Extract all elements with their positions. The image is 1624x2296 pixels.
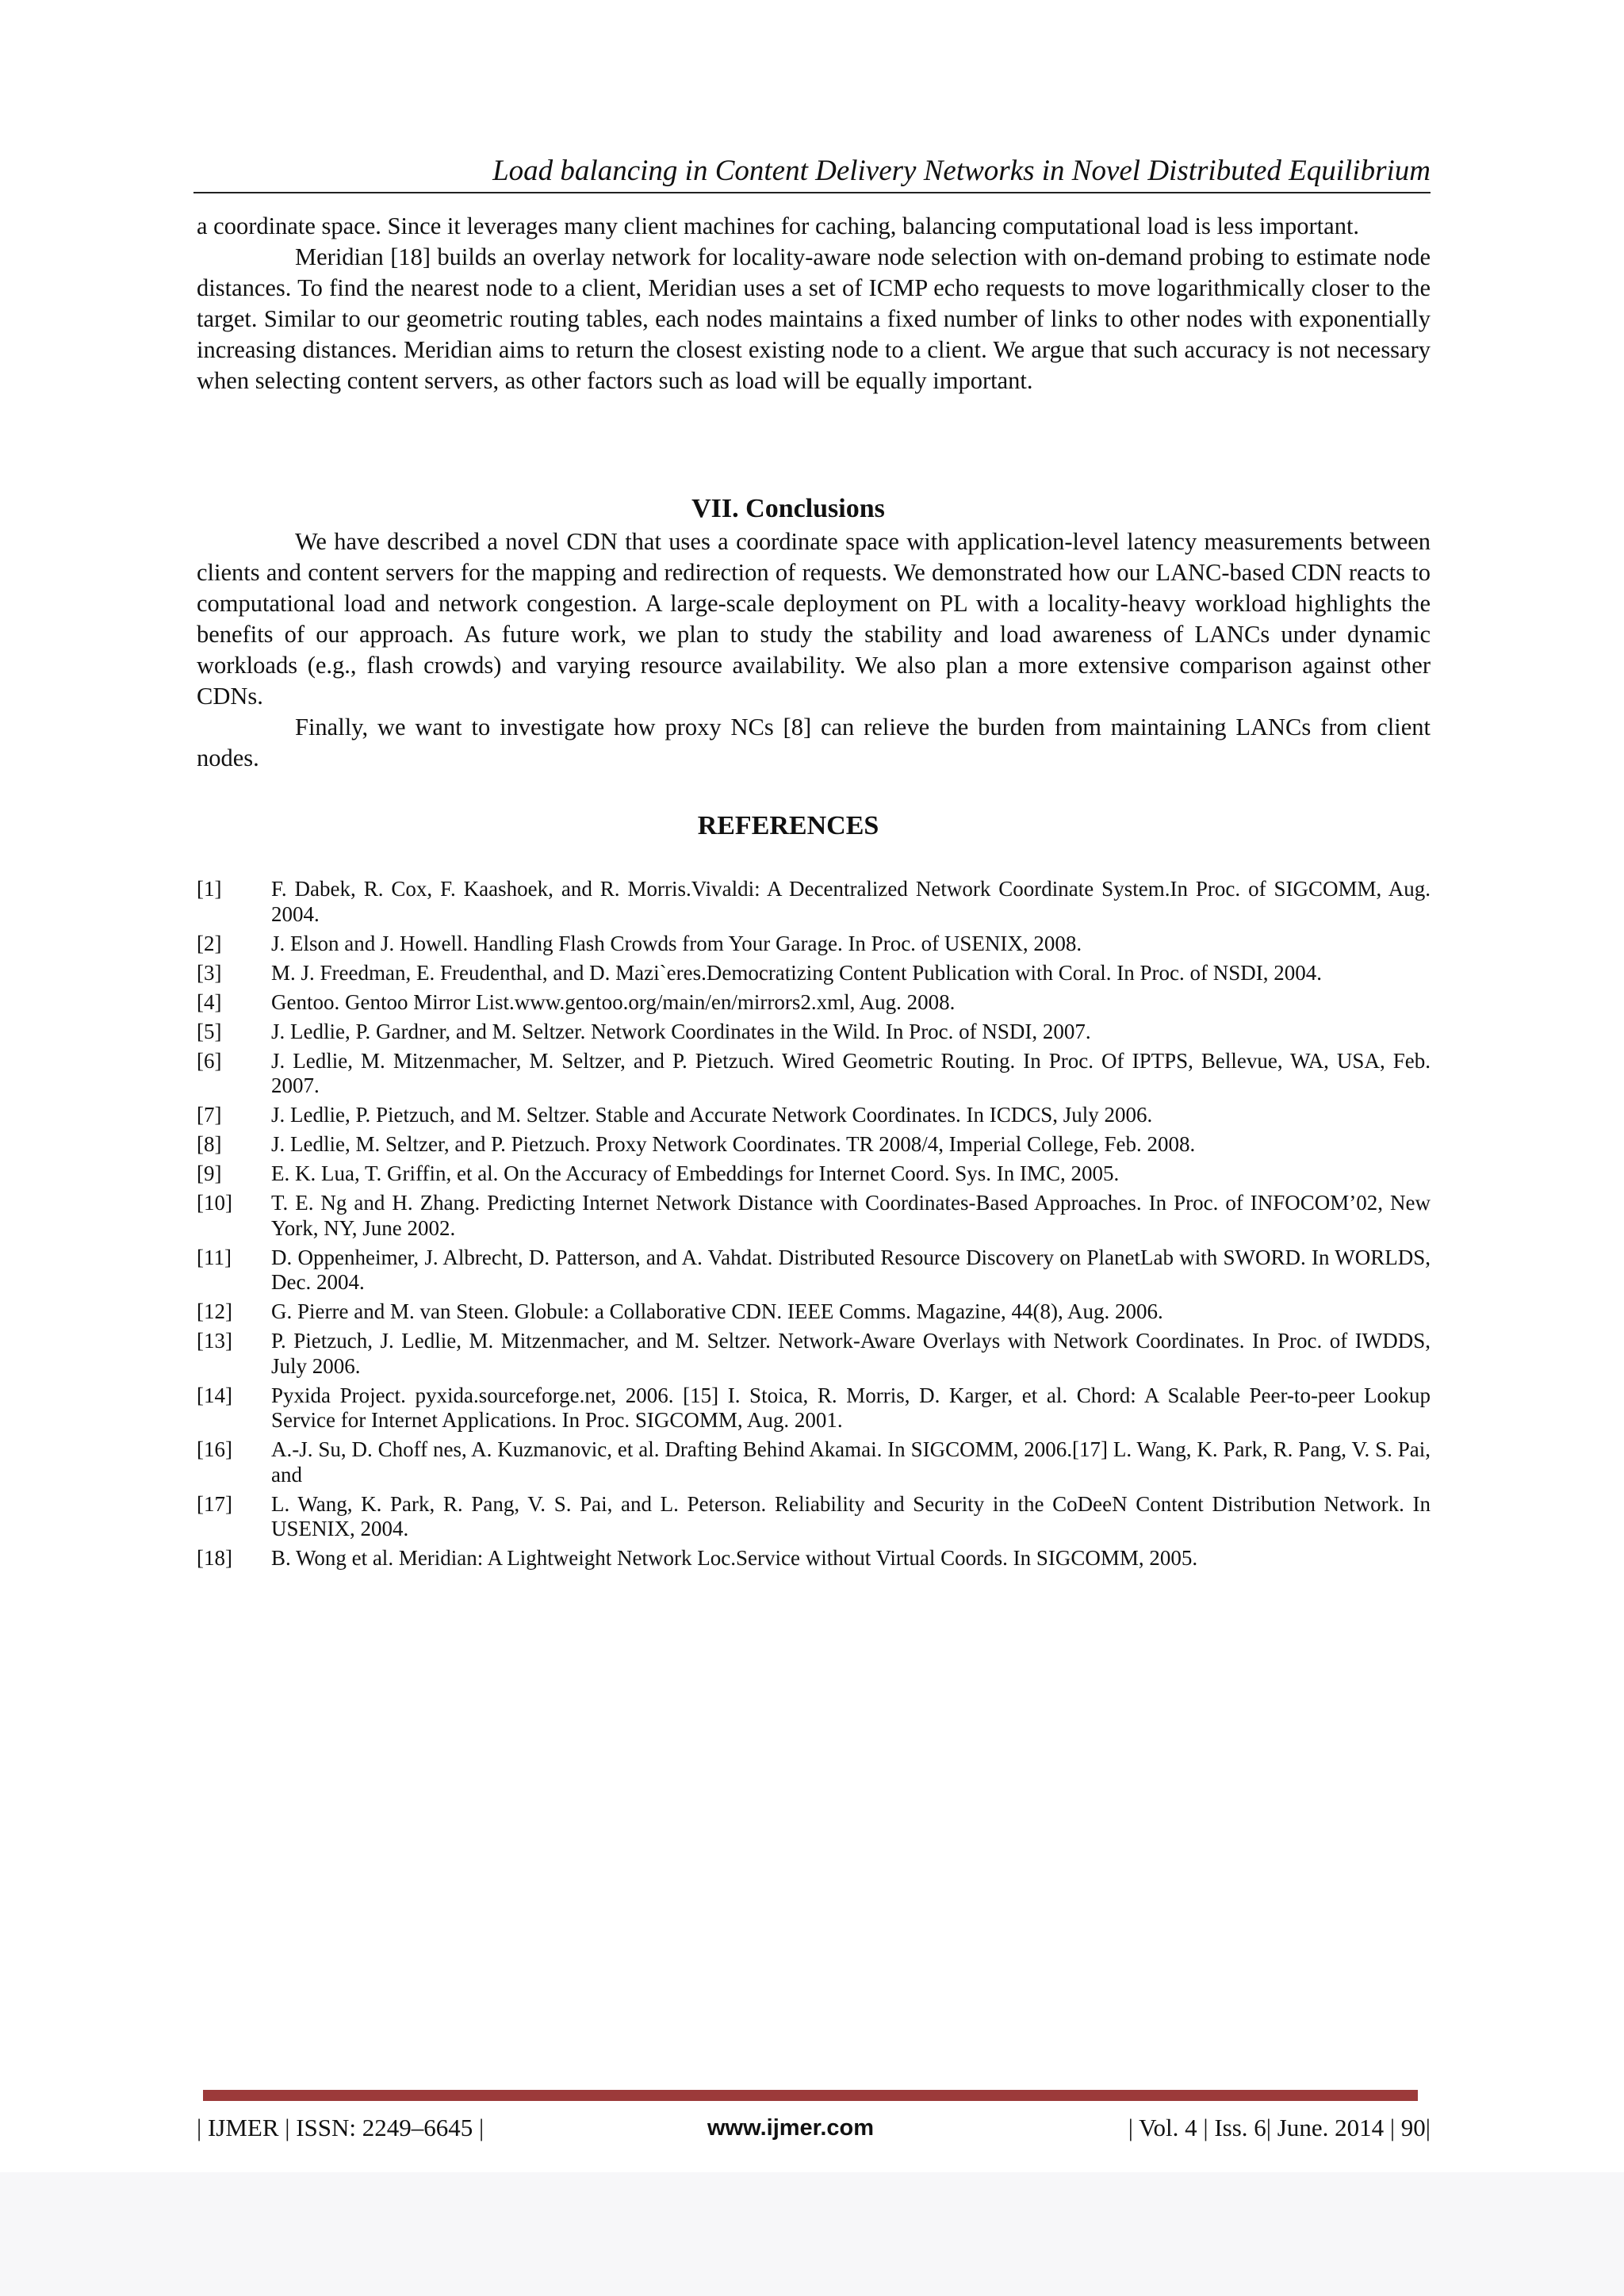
reference-item	[197, 1132, 1431, 1158]
footer-bar	[203, 2090, 1418, 2101]
conclusions-paragraph-2: Finally, we want to investigate how proxy NCs [8] can relieve the burden from maintaining LANCs from client nodes.	[197, 714, 1431, 771]
reference-text: B. Wong et al. Meridian: A Lightweight Network Loc.Service without Virtual Coords. In SIGCOMM, 2005.	[271, 1546, 1198, 1570]
reference-item	[197, 1103, 1431, 1128]
conclusions-section	[197, 526, 1431, 774]
conclusions-paragraph-1: We have described a novel CDN that uses a coordinate space with application-level latency measurements between clients and content servers for the mapping and redirection of requests. We demonstrated how our LANC-based CDN reacts to computational load and network congestion. A large-scale deployment on PL with a locality-heavy workload highlights the benefits of our approach. As future work, we plan to study the stability and load awareness of LANCs under dynamic workloads (e.g., flash crowds) and varying resource availability. We also plan a more extensive comparison against other CDNs.	[197, 528, 1431, 710]
reference-item	[197, 1383, 1431, 1433]
reference-number: [1]	[197, 877, 222, 901]
reference-number: [12]	[197, 1299, 232, 1323]
reference-number: [11]	[197, 1245, 232, 1269]
reference-number: [8]	[197, 1132, 222, 1156]
reference-text: J. Ledlie, P. Pietzuch, and M. Seltzer. Stable and Accurate Network Coordinates. In ICDCS, July 2006.	[271, 1103, 1153, 1127]
reference-number: [2]	[197, 931, 222, 955]
reference-number: [7]	[197, 1103, 222, 1127]
intro-section	[197, 211, 1431, 396]
footer-website-link[interactable]: www.ijmer.com	[707, 2115, 875, 2141]
reference-number: [10]	[197, 1191, 232, 1215]
header-rule	[193, 192, 1431, 193]
reference-text: J. Elson and J. Howell. Handling Flash Crowds from Your Garage. In Proc. of USENIX, 2008.	[271, 931, 1082, 955]
reference-item	[197, 961, 1431, 986]
reference-text: A.-J. Su, D. Choff nes, A. Kuzmanovic, et al. Drafting Behind Akamai. In SIGCOMM, 2006.[17] L. Wang, K. Park, R. Pang, V. S. Pai, and	[271, 1437, 1431, 1487]
reference-text: T. E. Ng and H. Zhang. Predicting Internet Network Distance with Coordinates-Based Approaches. In Proc. of INFOCOM’02, New York, NY, June 2002.	[271, 1191, 1431, 1240]
reference-text: J. Ledlie, M. Seltzer, and P. Pietzuch. Proxy Network Coordinates. TR 2008/4, Imperial College, Feb. 2008.	[271, 1132, 1196, 1156]
reference-item	[197, 1246, 1431, 1295]
intro-paragraph-continuation: a coordinate space. Since it leverages many client machines for caching, balancing computational load is less important.	[197, 212, 1360, 239]
reference-number: [4]	[197, 989, 222, 1014]
reference-number: [9]	[197, 1161, 222, 1185]
reference-item	[197, 1437, 1431, 1487]
reference-number: [6]	[197, 1048, 222, 1073]
reference-number: [13]	[197, 1329, 232, 1353]
bottom-margin	[0, 2172, 1624, 2296]
reference-text: F. Dabek, R. Cox, F. Kaashoek, and R. Morris.Vivaldi: A Decentralized Network Coordinate System.In Proc. of SIGCOMM, Aug. 2004.	[271, 877, 1431, 926]
reference-item	[197, 1191, 1431, 1241]
intro-paragraph-meridian: Meridian [18] builds an overlay network for locality-aware node selection with on-demand probing to estimate node distances. To find the nearest node to a client, Meridian uses a set of ICMP echo requests to move logarithmically closer to the target. Similar to our geometric routing tables, each nodes maintains a fixed number of links to other nodes with exponentially increasing distances. Meridian aims to return the closest existing node to a client. We argue that such accuracy is not necessary when selecting content servers, as other factors such as load will be equally important.	[197, 243, 1431, 394]
reference-item	[197, 1546, 1431, 1571]
reference-number: [18]	[197, 1546, 232, 1570]
reference-text: L. Wang, K. Park, R. Pang, V. S. Pai, and L. Peterson. Reliability and Security in the CoDeeN Content Distribution Network. In USENIX, 2004.	[271, 1491, 1431, 1540]
reference-text: P. Pietzuch, J. Ledlie, M. Mitzenmacher, and M. Seltzer. Network-Aware Overlays with Network Coordinates. In Proc. of IWDDS, July 2006.	[271, 1329, 1431, 1378]
reference-number: [3]	[197, 960, 222, 985]
reference-item	[197, 877, 1431, 927]
reference-text: E. K. Lua, T. Griffin, et al. On the Accuracy of Embeddings for Internet Coord. Sys. In IMC, 2005.	[271, 1161, 1120, 1185]
reference-item	[197, 990, 1431, 1016]
reference-number: [14]	[197, 1383, 232, 1407]
reference-item	[197, 1161, 1431, 1187]
reference-list	[197, 877, 1431, 1575]
reference-item	[197, 932, 1431, 957]
reference-text: G. Pierre and M. van Steen. Globule: a Collaborative CDN. IEEE Comms. Magazine, 44(8), Aug. 2006.	[271, 1299, 1163, 1323]
reference-text: Gentoo. Gentoo Mirror List.www.gentoo.org/main/en/mirrors2.xml, Aug. 2008.	[271, 989, 956, 1014]
reference-number: [16]	[197, 1437, 232, 1461]
reference-text: D. Oppenheimer, J. Albrecht, D. Patterson, and A. Vahdat. Distributed Resource Discovery on PlanetLab with SWORD. In WORLDS, Dec. 2004.	[271, 1245, 1431, 1294]
reference-item	[197, 1299, 1431, 1325]
running-head: Load balancing in Content Delivery Networks in Novel Distributed Equilibrium	[492, 155, 1431, 187]
reference-text: Pyxida Project. pyxida.sourceforge.net, 2006. [15] I. Stoica, R. Morris, D. Karger, et al. Chord: A Scalable Peer-to-peer Lookup Service for Internet Applications. In Proc. SIGCOMM, Aug. 2001.	[271, 1383, 1431, 1432]
reference-text: J. Ledlie, M. Mitzenmacher, M. Seltzer, and P. Pietzuch. Wired Geometric Routing. In Proc. Of IPTPS, Bellevue, WA, USA, Feb. 2007.	[271, 1048, 1431, 1097]
reference-number: [5]	[197, 1019, 222, 1043]
footer-journal-issn: | IJMER | ISSN: 2249–6645 |	[197, 2114, 485, 2141]
reference-number: [17]	[197, 1491, 232, 1516]
reference-text: M. J. Freedman, E. Freudenthal, and D. Mazi`eres.Democratizing Content Publication with Coral. In Proc. of NSDI, 2004.	[271, 960, 1322, 985]
footer-volume-page: | Vol. 4 | Iss. 6| June. 2014 | 90|	[1128, 2114, 1431, 2141]
reference-item	[197, 1020, 1431, 1045]
references-heading: REFERENCES	[697, 811, 879, 840]
reference-item	[197, 1492, 1431, 1542]
reference-item	[197, 1049, 1431, 1099]
reference-item	[197, 1329, 1431, 1379]
reference-text: J. Ledlie, P. Gardner, and M. Seltzer. Network Coordinates in the Wild. In Proc. of NSDI, 2007.	[271, 1019, 1091, 1043]
conclusions-heading: VII. Conclusions	[691, 494, 885, 523]
